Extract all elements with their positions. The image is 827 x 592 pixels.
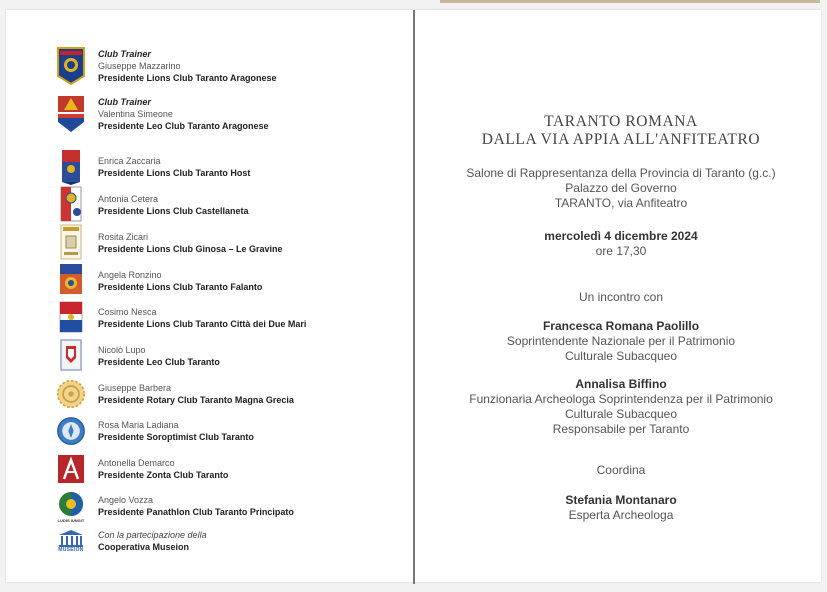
- entry-name: Valentina Simeone: [98, 109, 173, 119]
- lions-host-logo: [56, 147, 86, 187]
- entry-title: Presidente Lions Club Castellaneta: [98, 206, 249, 216]
- sponsor-entry: [56, 449, 228, 489]
- entry-title: Presidente Lions Club Taranto Host: [98, 168, 251, 178]
- venue-line1: Salone di Rappresentanza della Provincia di Taranto (g.c.): [466, 166, 776, 180]
- museion-logo-text: MUSEION: [58, 547, 84, 553]
- top-edge-strip: [440, 0, 820, 3]
- entry-title: Presidente Lions Club Taranto Falanto: [98, 282, 263, 292]
- event-title-line2: DALLA VIA APPIA ALL'ANFITEATRO: [481, 131, 761, 148]
- sponsor-entry: [56, 46, 277, 86]
- entry-name: Rosita Zicari: [98, 232, 149, 242]
- leo-aragonese-logo: [56, 94, 86, 134]
- museion-entry: [56, 526, 207, 556]
- speaker2-role2: Culturale Subacqueo: [564, 407, 678, 421]
- meeting-intro: Un incontro con: [578, 290, 664, 304]
- entry-title: Presidente Zonta Club Taranto: [98, 470, 229, 480]
- entry-name: Antonia Cetera: [98, 194, 159, 204]
- soroptimist-logo: [56, 411, 86, 451]
- speaker2-role1: Funzionaria Archeologa Soprintendenza per il Patrimonio: [469, 392, 773, 406]
- sponsor-entry: [56, 185, 249, 225]
- coordinator-role: Esperta Archeologa: [568, 508, 674, 522]
- coordinator-label-block: [415, 463, 827, 478]
- entry-title: Presidente Leo Club Taranto: [98, 357, 220, 367]
- venue-line3: TARANTO, via Anfiteatro: [554, 196, 688, 210]
- event-time: ore 17,30: [595, 244, 647, 258]
- zonta-logo: [56, 449, 86, 489]
- speaker1-role1: Soprintendente Nazionale per il Patrimonio: [506, 334, 736, 348]
- entry-name: Angela Ronzino: [98, 270, 162, 280]
- entry-name: Angelo Vozza: [98, 495, 154, 505]
- venue-line2: Palazzo del Governo: [565, 181, 677, 195]
- lions-due-mari-logo: [56, 298, 86, 338]
- speaker1-block: [415, 319, 827, 364]
- sponsor-entry: [56, 486, 294, 526]
- sponsor-entry: [56, 374, 294, 414]
- museion-title: Cooperativa Museion: [98, 542, 190, 552]
- entry-title: Presidente Lions Club Taranto Città dei Due Mari: [98, 319, 307, 329]
- panathlon-caption: LUDIS IUNGIT: [57, 517, 85, 523]
- entry-role: Club Trainer: [98, 49, 151, 59]
- speaker1-name: Francesca Romana Paolillo: [542, 319, 700, 333]
- entry-name: Antonella Demarco: [98, 458, 175, 468]
- intro-block: [415, 290, 827, 305]
- entry-title: Presidente Soroptimist Club Taranto: [98, 432, 254, 442]
- sponsor-entry: [56, 261, 262, 301]
- entry-title: Presidente Lions Club Ginosa – Le Gravine: [98, 244, 283, 254]
- speaker1-role2: Culturale Subacqueo: [564, 349, 678, 363]
- leo-taranto-logo: [56, 336, 86, 376]
- lions-castellaneta-logo: [56, 185, 86, 225]
- sponsor-entry: [56, 411, 254, 451]
- museion-logo: [56, 526, 86, 556]
- entry-name: Nicolò Lupo: [98, 345, 146, 355]
- sponsor-entry: [56, 336, 220, 376]
- event-title: [415, 113, 827, 149]
- entry-name: Cosimo Nesca: [98, 307, 157, 317]
- sponsor-entry: [56, 147, 250, 187]
- speaker2-block: [415, 377, 827, 437]
- entry-title: Presidente Lions Club Taranto Aragonese: [98, 73, 277, 83]
- entry-name: Enrica Zaccaria: [98, 156, 161, 166]
- coordinator-label: Coordina: [596, 463, 646, 477]
- entry-name: Giuseppe Barbera: [98, 383, 172, 393]
- entry-role: Club Trainer: [98, 97, 151, 107]
- sponsor-entry: [56, 94, 269, 134]
- entry-name: Rosa Maria Ladiana: [98, 420, 179, 430]
- date-block: [415, 229, 827, 259]
- lions-falanto-logo: [56, 261, 86, 301]
- entry-title: Presidente Leo Club Taranto Aragonese: [98, 121, 269, 131]
- event-date: mercoledì 4 dicembre 2024: [544, 229, 698, 243]
- lions-ginosa-logo: [56, 223, 86, 263]
- entry-name: Giuseppe Mazzarino: [98, 61, 181, 71]
- museion-intro: Con la partecipazione della: [98, 530, 207, 540]
- panathlon-logo: [56, 486, 86, 526]
- venue-block: [415, 166, 827, 211]
- lions-aragonese-logo: [56, 46, 86, 86]
- speaker2-name: Annalisa Biffino: [575, 377, 667, 391]
- speaker2-role3: Responsabile per Taranto: [552, 422, 690, 436]
- coordinator-block: [415, 493, 827, 523]
- event-title-line1: TARANTO ROMANA: [544, 113, 698, 130]
- entry-title: Presidente Panathlon Club Taranto Principato: [98, 507, 294, 517]
- sponsor-entry: [56, 298, 306, 338]
- sponsor-entry: [56, 223, 283, 263]
- rotary-logo: [56, 374, 86, 414]
- coordinator-name: Stefania Montanaro: [565, 493, 677, 507]
- entry-title: Presidente Rotary Club Taranto Magna Grecia: [98, 395, 294, 405]
